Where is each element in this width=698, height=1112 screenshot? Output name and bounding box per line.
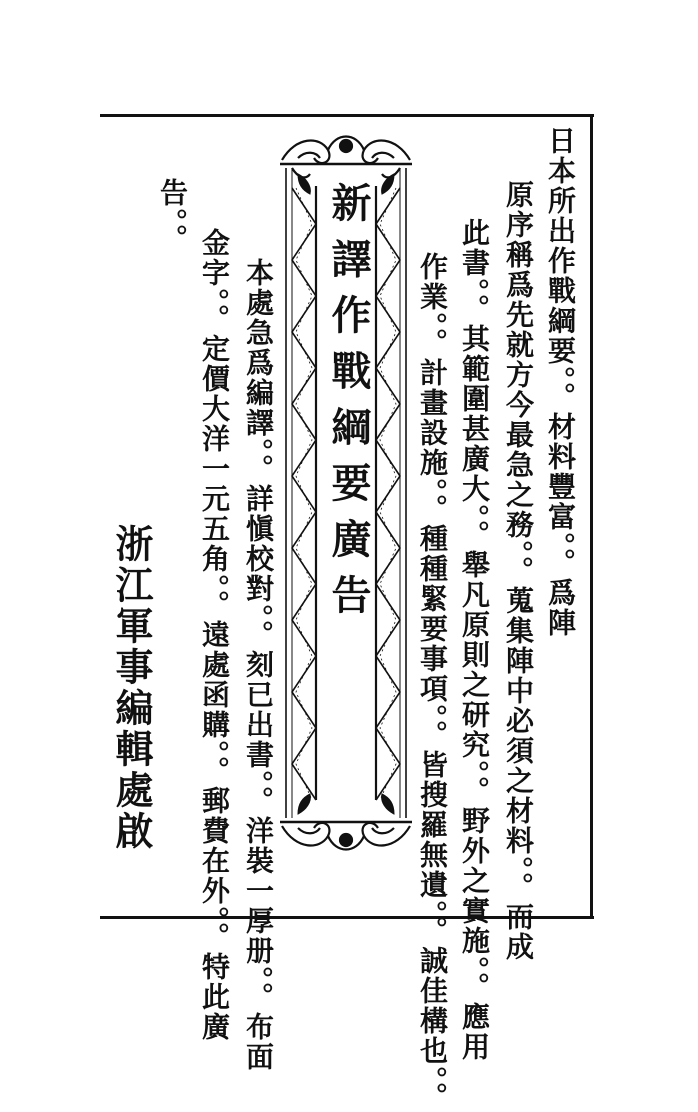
bottom-scroll-ornament	[280, 822, 412, 850]
top-scroll-ornament	[280, 137, 412, 178]
right-border-rule	[590, 114, 593, 919]
notice-column-1: 本處急爲編譯。。詳愼校對。。刻已出書。。洋裝一厚册。。布面	[242, 258, 275, 1072]
left-zigzag-pattern	[292, 188, 316, 800]
intro-column-1: 日本所出作戰綱要。。材料豐富。。爲陣	[544, 126, 577, 638]
intro-column-3: 此書。。其範圍甚廣大。。舉凡原則之研究。。野外之實施。。應用	[458, 218, 491, 1062]
intro-column-4: 作業。。計畫設施。。種種緊要事項。。皆搜羅無遺。。誠佳構也。。	[416, 252, 449, 1112]
publisher-signature: 浙江軍事編輯處啟	[109, 524, 154, 852]
ad-title: 新譯作戰綱要廣告	[325, 182, 372, 630]
notice-column-3: 告。。	[156, 178, 189, 254]
right-zigzag-pattern	[376, 188, 400, 800]
notice-column-2: 金字。。定價大洋一元五角。。遠處函購。。郵費在外。。特此廣	[198, 228, 231, 1042]
intro-column-2: 原序稱爲先就方今最急之務。。蒐集陣中必須之材料。。而成	[502, 180, 535, 962]
top-border-rule	[100, 114, 594, 117]
